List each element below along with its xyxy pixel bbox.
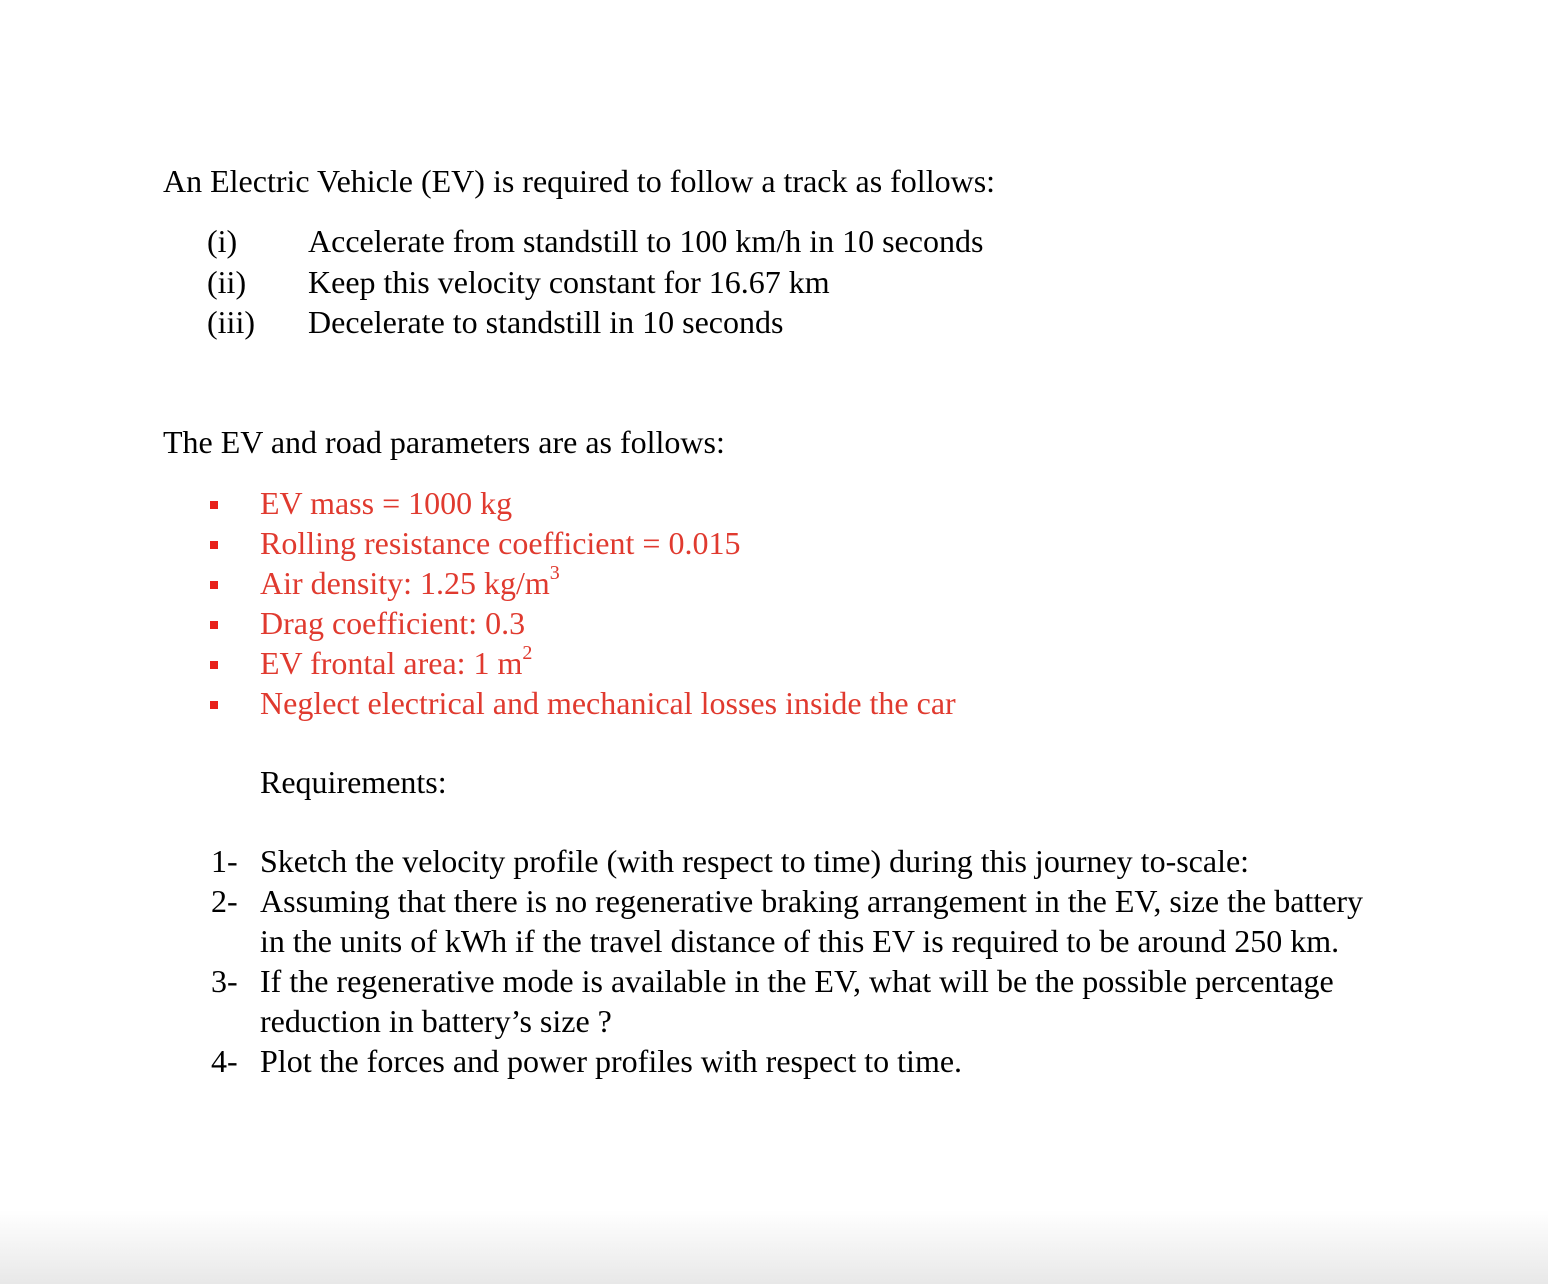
square-bullet-icon	[210, 661, 218, 669]
parameter-item	[210, 643, 956, 683]
square-bullet-icon	[210, 621, 218, 629]
square-bullet-icon	[210, 501, 218, 509]
parameter-item	[210, 603, 956, 643]
requirement-number: 4-	[211, 1043, 238, 1079]
step-marker: (iii)	[207, 304, 255, 340]
requirement-item	[211, 841, 1381, 881]
superscript: 2	[522, 642, 533, 665]
requirement-item	[211, 881, 1381, 961]
parameter-item	[210, 483, 956, 523]
requirement-text: If the regenerative mode is available in the EV, what will be the possible percentage reduction in battery’s size ?	[260, 963, 1334, 1039]
requirement-number: 2-	[211, 883, 238, 919]
requirement-text: Sketch the velocity profile (with respect to time) during this journey to-scale:	[260, 843, 1250, 879]
parameter-text: EV mass = 1000 kg	[260, 485, 513, 521]
parameter-text: Neglect electrical and mechanical losses inside the car	[260, 685, 956, 721]
requirement-item	[211, 1041, 1381, 1081]
params-intro-text: The EV and road parameters are as follows:	[163, 424, 725, 460]
parameter-list	[210, 483, 956, 723]
step-text: Accelerate from standstill to 100 km/h in 10 seconds	[308, 223, 984, 259]
track-step-list	[207, 221, 983, 343]
track-step	[207, 302, 983, 343]
square-bullet-icon	[210, 541, 218, 549]
parameter-text: Air density: 1.25 kg/m	[260, 565, 550, 601]
parameter-item	[210, 683, 956, 723]
intro-text: An Electric Vehicle (EV) is required to follow a track as follows:	[163, 163, 996, 199]
parameter-item	[210, 563, 956, 603]
superscript: 3	[549, 562, 560, 585]
parameter-item	[210, 523, 956, 563]
requirements-list	[211, 841, 1381, 1081]
bottom-shade	[0, 1210, 1548, 1284]
requirement-text: Plot the forces and power profiles with respect to time.	[260, 1043, 963, 1079]
parameter-text: Rolling resistance coefficient = 0.015	[260, 525, 741, 561]
parameter-text: EV frontal area: 1 m	[260, 645, 523, 681]
requirement-number: 1-	[211, 843, 238, 879]
square-bullet-icon	[210, 581, 218, 589]
parameter-text: Drag coefficient: 0.3	[260, 605, 526, 641]
track-step	[207, 262, 983, 303]
requirement-item	[211, 961, 1381, 1041]
step-text: Keep this velocity constant for 16.67 km	[308, 263, 830, 300]
step-text: Decelerate to standstill in 10 seconds	[308, 304, 784, 340]
requirement-text: Assuming that there is no regenerative braking arrangement in the EV, size the battery in the units of kWh if the travel distance of this EV is required to be around 250 km.	[260, 883, 1364, 959]
track-step	[207, 221, 983, 262]
step-marker: (ii)	[207, 263, 247, 300]
requirements-heading: Requirements:	[260, 764, 447, 800]
square-bullet-icon	[210, 701, 218, 709]
requirement-number: 3-	[211, 963, 238, 999]
step-marker: (i)	[207, 223, 238, 259]
